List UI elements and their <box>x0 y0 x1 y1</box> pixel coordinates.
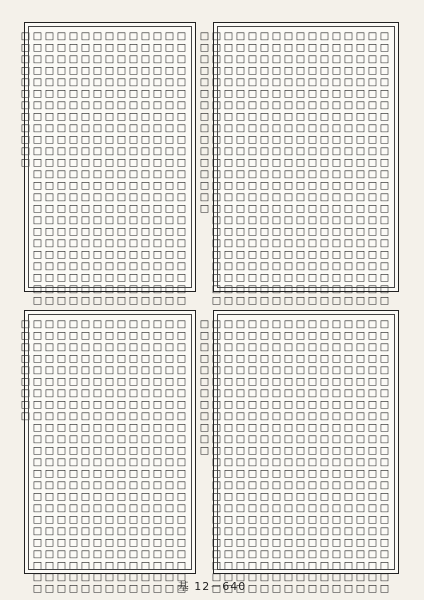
text-column: □□□□□□□□□□□□□□□□□□□□□□□□ <box>319 319 330 595</box>
text-column: □□□□□□□□□□□□□□□□□□□□□□□□ <box>295 31 306 307</box>
text-column: □□□□□□□□□□□□□□□□□□□□□□□□ <box>367 31 378 307</box>
text-column: □□□□□□□□□□□□□□□□□□□□□□□□ <box>56 31 67 307</box>
text-column: □□□□□□□□□□□□□□□□□□□□□□□□ <box>32 31 43 307</box>
text-column: □□□□□□□□□□□□□□□□□□□□□□□□ <box>367 319 378 595</box>
text-column: □□□□□□□□□□□□□□□□□□□□□□□□ <box>379 319 390 595</box>
text-column: □□□□□□□□□□□□ <box>20 31 31 169</box>
text-column: □□□□□□□□□□□□□□□□□□□□□□□□ <box>140 31 151 307</box>
page-number: 基 12－640 <box>177 580 247 593</box>
text-column: □□□□□□□□□□□□□□□□□□□□□□□□ <box>176 319 187 595</box>
text-block-top-left <box>20 22 196 307</box>
text-column: □□□□□□□□□□□□□□□□□□□□□□□□ <box>331 31 342 307</box>
text-column: □□□□□□□□□□□□□□□□□□□□□□□□ <box>152 319 163 595</box>
text-column: □□□□□□□□□□□□□□□□□□□□□□□□ <box>295 319 306 595</box>
text-column: □□□□□□□□□□□□□□□□□□□□□□□□ <box>355 31 366 307</box>
text-column: □□□□□□□□□□□□□□□□□□□□□□□□ <box>343 319 354 595</box>
text-column: □□□□□□□□□□□□□□□□ <box>199 31 210 215</box>
text-column: □□□□□□□□□□□□□□□□□□□□□□□□ <box>152 31 163 307</box>
text-column: □□□□□□□□□□□□□□□□□□□□□□□□ <box>307 319 318 595</box>
text-column: □□□□□□□□□□□□□□□□□□□□□□□□ <box>343 31 354 307</box>
text-column: □□□□□□□□□□□□□□□□□□□□□□□□ <box>116 319 127 595</box>
text-column: □□□□□□□□□□□□□□□□□□□□□□□□ <box>331 319 342 595</box>
text-column: □□□□□□□□□□□□□□□□□□□□□□□□ <box>104 319 115 595</box>
text-column: □□□□□□□□□□□□□□□□□□□□□□□□ <box>283 319 294 595</box>
text-column: □□□□□□□□□□□□□□□□□□□□□□□□ <box>271 319 282 595</box>
text-column: □□□□□□□□□□□□□□□□□□□□□□□□ <box>319 31 330 307</box>
text-column: □□□□□□□□□□□□□□□□□□□□□□□□ <box>235 31 246 307</box>
text-column: □□□□□□□□□□□□ <box>199 319 210 457</box>
text-column: □□□□□□□□□□□□□□□□□□□□□□□□ <box>80 31 91 307</box>
text-column: □□□□□□□□□□□□□□□□□□□□□□□□ <box>259 31 270 307</box>
text-column: □□□□□□□□□□□□□□□□□□□□□□□□ <box>104 31 115 307</box>
text-column: □□□□□□□□□□□□□□□□□□□□□□□□ <box>211 31 222 307</box>
text-column: □□□□□□□□□□□□□□□□□□□□□□□□ <box>235 319 246 595</box>
text-column: □□□□□□□□□□□□□□□□□□□□□□□□ <box>44 319 55 595</box>
text-column: □□□□□□□□□□□□□□□□□□□□□□□□ <box>307 31 318 307</box>
text-column: □□□□□□□□□□□□□□□□□□□□□□□□ <box>92 31 103 307</box>
text-column: □□□□□□□□□□□□□□□□□□□□□□□□ <box>355 319 366 595</box>
text-column: □□□□□□□□□□□□□□□□□□□□□□□□ <box>92 319 103 595</box>
text-column: □□□□□□□□□□□□□□□□□□□□□□□□ <box>32 319 43 595</box>
text-columns <box>20 31 187 307</box>
text-column: □□□□□□□□□□□□□□□□□□□□□□□□ <box>164 31 175 307</box>
text-column: □□□□□□□□□□□□□□□□□□□□□□□□ <box>259 319 270 595</box>
text-column: □□□□□□□□□□□□□□□□□□□□□□□□ <box>140 319 151 595</box>
text-column: □□□□□□□□□□□□□□□□□□□□□□□□ <box>176 31 187 307</box>
text-column: □□□□□□□□□□□□□□□□□□□□□□□□ <box>164 319 175 595</box>
text-column: □□□□□□□□□□□□□□□□□□□□□□□□ <box>283 31 294 307</box>
text-column: □□□□□□□□□□□□□□□□□□□□□□□□ <box>271 31 282 307</box>
text-column: □□□□□□□□□□□□□□□□□□□□□□□□ <box>68 31 79 307</box>
text-column: □□□□□□□□□□□□□□□□□□□□□□□□ <box>211 319 222 595</box>
text-columns <box>20 319 187 595</box>
text-column: □□□□□□□□□□□□□□□□□□□□□□□□ <box>247 319 258 595</box>
text-block-bottom-left <box>20 310 196 595</box>
text-column: □□□□□□□□□□□□□□□□□□□□□□□□ <box>44 31 55 307</box>
text-block-top-right <box>199 22 399 307</box>
text-column: □□□□□□□□□□□□□□□□□□□□□□□□ <box>223 319 234 595</box>
text-column: □□□□□□□□□□□□□□□□□□□□□□□□ <box>247 31 258 307</box>
text-column: □□□□□□□□□□□□□□□□□□□□□□□□ <box>68 319 79 595</box>
text-column: □□□□□□□□□□□□□□□□□□□□□□□□ <box>116 31 127 307</box>
text-column: □□□□□□□□□□□□□□□□□□□□□□□□ <box>223 31 234 307</box>
text-column: □□□□□□□□□□□□□□□□□□□□□□□□ <box>56 319 67 595</box>
text-columns <box>199 31 390 307</box>
text-column: □□□□□□□□□□□□□□□□□□□□□□□□ <box>379 31 390 307</box>
text-column: □□□□□□□□□□□□□□□□□□□□□□□□ <box>128 319 139 595</box>
text-column: □□□□□□□□□ <box>20 319 31 423</box>
text-column: □□□□□□□□□□□□□□□□□□□□□□□□ <box>128 31 139 307</box>
text-column: □□□□□□□□□□□□□□□□□□□□□□□□ <box>80 319 91 595</box>
